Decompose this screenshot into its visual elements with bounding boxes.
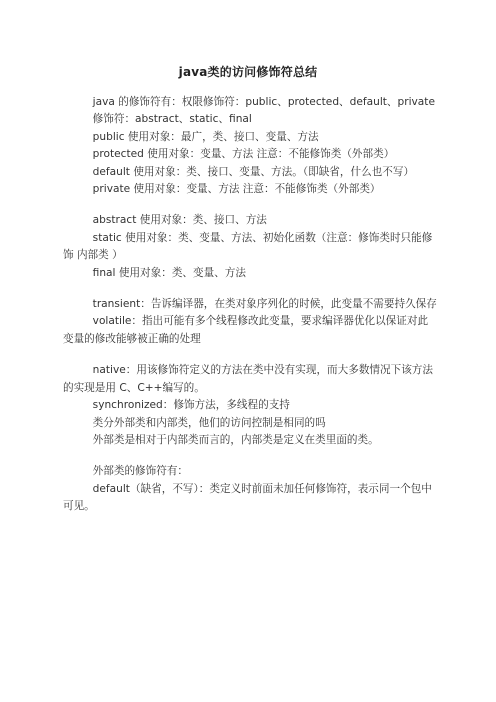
- spacer: [63, 348, 437, 362]
- paragraph-public: public 使用对象：最广，类、接口、变量、方法: [92, 130, 319, 143]
- document-body: [63, 94, 437, 516]
- paragraph-modifiers-overview: java 的修饰符有：权限修饰符：public、protected、default、private: [92, 96, 435, 108]
- paragraph-protected: protected 使用对象：变量、方法 注意：不能修饰类（外部类）: [92, 148, 395, 161]
- paragraph-default-outer-class: default（缺省，不写）：类定义时前面未加任何修饰符，表示同一个包中可见。: [63, 482, 432, 513]
- spacer: [63, 449, 437, 463]
- paragraph-private: private 使用对象：变量、方法 注意：不能修饰类（外部类）: [92, 183, 381, 196]
- paragraph-outer-inner-class: 外部类是相对于内部类而言的，内部类是定义在类里面的类。: [92, 433, 379, 446]
- paragraph-outer-class-modifiers: 外部类的修饰符有：: [92, 465, 189, 478]
- paragraph-transient: transient：告诉编译器，在类对象序列化的时候，此变量不需要持久保存: [92, 298, 437, 311]
- paragraph-synchronized: synchronized：修饰方法，多线程的支持: [92, 399, 290, 412]
- spacer: [63, 282, 437, 296]
- paragraph-modifiers-list: 修饰符：abstract、static、final: [92, 113, 252, 126]
- paragraph-static: static 使用对象：类、变量、方法、初始化函数（注意：修饰类时只能修饰 内部类 ）: [63, 231, 433, 262]
- document-title: java类的访问修饰符总结: [178, 65, 318, 79]
- spacer: [63, 198, 437, 212]
- paragraph-native: native：用该修饰符定义的方法在类中没有实现，而大多数情况下该方法的实现是用 C、C++编写的。: [63, 364, 433, 394]
- paragraph-default: default 使用对象：类、接口、变量、方法。（即缺省，什么也不写）: [92, 165, 415, 178]
- paragraph-class-question: 类分外部类和内部类，他们的访问控制是相同的吗: [92, 416, 326, 429]
- paragraph-final: final 使用对象：类、变量、方法: [92, 266, 246, 279]
- paragraph-abstract: abstract 使用对象：类、接口、方法: [92, 214, 267, 227]
- paragraph-volatile: volatile：指出可能有多个线程修改此变量，要求编译器优化以保证对此变量的修改能够被正确的处理: [63, 315, 429, 345]
